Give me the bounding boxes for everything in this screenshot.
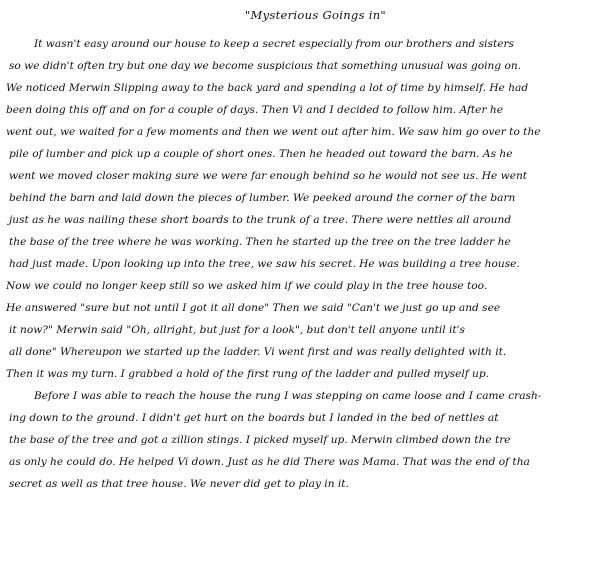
text-line: He answered "sure but not until I got it all done" Then we said "Can't we just go up and see (6, 302, 501, 314)
text-line: It wasn't easy around our house to keep a secret especially from our brothers and sisters (34, 38, 514, 50)
text-line: so we didn't often try but one day we become suspicious that something unusual was going on. (9, 60, 522, 72)
text-line: secret as well as that tree house. We never did get to play in it. (9, 478, 349, 490)
text-line: Before I was able to reach the house the rung I was stepping on came loose and I came crash- (34, 390, 542, 402)
text-line: ing down to the ground. I didn't get hurt on the boards but I landed in the bed of nettles at (9, 412, 499, 424)
text-line: behind the barn and laid down the pieces of lumber. We peeked around the corner of the barn (9, 192, 516, 204)
text-line: went we moved closer making sure we were far enough behind so he would not see us. He went (9, 170, 528, 182)
text-line: Then it was my turn. I grabbed a hold of the first rung of the ladder and pulled myself up. (6, 368, 490, 380)
text-line: as only he could do. He helped Vi down. Just as he did There was Mama. That was the end of tha (9, 456, 530, 468)
text-line: just as he was nailing these short boards to the trunk of a tree. There were nettles all around (9, 214, 512, 226)
text-line: all done" Whereupon we started up the ladder. Vi went first and was really delighted with it. (9, 346, 507, 358)
document-title: "Mysterious Goings in" (244, 8, 387, 22)
text-line: it now?" Merwin said "Oh, allright, but just for a look", but don't tell anyone until it's (9, 324, 465, 336)
text-line: went out, we waited for a few moments and then we went out after him. We saw him go over to the (6, 126, 541, 138)
text-line: Now we could no longer keep still so we asked him if we could play in the tree house too. (6, 280, 488, 292)
text-line: We noticed Merwin Slipping away to the back yard and spending a lot of time by himself. He had (6, 82, 529, 94)
document-body (6, 33, 608, 495)
text-line: the base of the tree where he was working. Then he started up the tree on the tree ladder he (9, 236, 511, 248)
text-line: the base of the tree and got a zillion stings. I picked myself up. Merwin climbed down the tre (9, 434, 511, 446)
text-line: been doing this off and on for a couple of days. Then Vi and I decided to follow him. After he (6, 104, 503, 116)
text-line: pile of lumber and pick up a couple of short ones. Then he headed out toward the barn. As he (9, 148, 513, 160)
text-line: had just made. Upon looking up into the tree, we saw his secret. He was building a tree house. (9, 258, 520, 270)
